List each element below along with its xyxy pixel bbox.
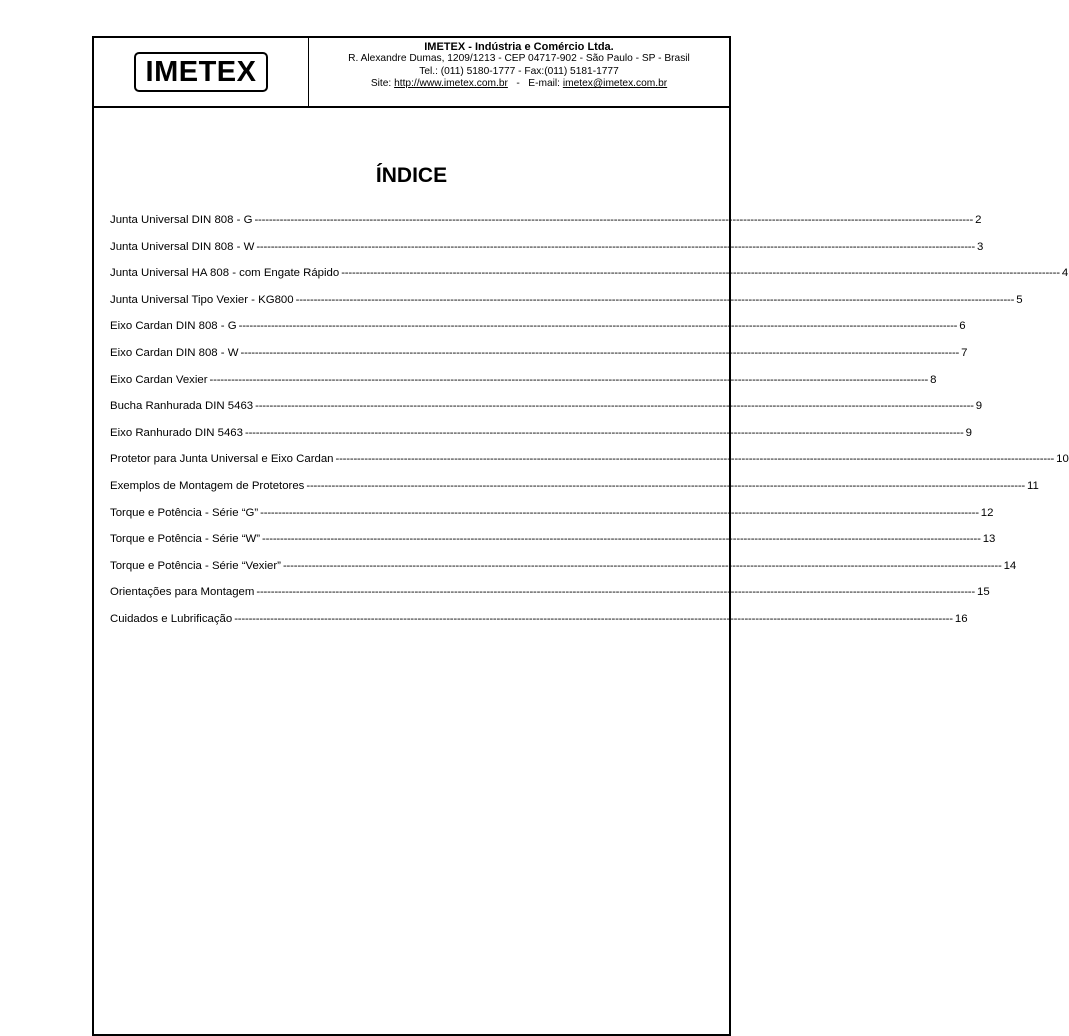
letterhead	[94, 38, 729, 108]
toc-item-page: 2	[975, 214, 982, 226]
toc-item[interactable]	[110, 506, 994, 534]
toc-item[interactable]	[110, 612, 968, 640]
toc-item-label: Junta Universal HA 808 - com Engate Rápido	[110, 267, 340, 280]
email-link[interactable]: imetex@imetex.com.br	[562, 78, 668, 90]
company-phone: Tel.: (011) 5180-1777 - Fax:(011) 5181-1777	[419, 65, 619, 77]
toc-leader: --------------------------------------------------------------------------------------------------------------------------------------------------------------------------------------------------------	[240, 346, 960, 359]
toc-item-page: 9	[965, 426, 972, 439]
toc-item-label: Junta Universal DIN 808 - W	[110, 240, 255, 253]
table-of-contents	[110, 214, 1069, 640]
toc-item[interactable]	[110, 586, 990, 613]
email-label: E-mail:	[528, 78, 560, 90]
toc-leader: --------------------------------------------------------------------------------------------------------------------------------------------------------------------------------------------------------	[209, 373, 929, 386]
toc-item-label: Cuidados e Lubrificação	[110, 612, 233, 625]
toc-leader: --------------------------------------------------------------------------------------------------------------------------------------------------------------------------------------------------------	[306, 479, 1026, 492]
logo-cell	[94, 38, 309, 106]
toc-item-page: 7	[961, 346, 968, 359]
toc-item-page: 9	[975, 400, 983, 413]
toc-item-page: 4	[1061, 267, 1069, 280]
toc-item[interactable]	[110, 426, 972, 454]
toc-item-label: Junta Universal Tipo Vexier - KG800	[110, 293, 294, 306]
toc-leader: --------------------------------------------------------------------------------------------------------------------------------------------------------------------------------------------------------	[282, 559, 1002, 572]
toc-item-label: Torque e Potência - Série “G”	[110, 506, 259, 519]
toc-item-page: 15	[977, 586, 990, 599]
toc-item-label: Orientações para Montagem	[110, 586, 255, 599]
toc-item-label: Eixo Cardan Vexier	[110, 373, 208, 386]
toc-item[interactable]	[110, 214, 982, 241]
toc-item-label: Torque e Potência - Série “W”	[110, 533, 261, 546]
toc-item-label: Torque e Potência - Série “Vexier”	[110, 559, 281, 572]
toc-leader: --------------------------------------------------------------------------------------------------------------------------------------------------------------------------------------------------------	[238, 320, 958, 333]
toc-leader: --------------------------------------------------------------------------------------------------------------------------------------------------------------------------------------------------------	[295, 293, 1015, 306]
site-link[interactable]: http://www.imetex.com.br	[394, 78, 508, 90]
company-logo: IMETEX	[134, 52, 269, 92]
toc-item-page: 16	[954, 612, 968, 625]
toc-item[interactable]	[110, 240, 984, 268]
toc-item[interactable]	[110, 346, 968, 374]
page-frame	[92, 36, 1069, 1036]
toc-item[interactable]	[110, 320, 966, 347]
toc-item-label: Eixo Ranhurado DIN 5463	[110, 426, 243, 439]
company-info	[309, 38, 729, 106]
toc-leader: --------------------------------------------------------------------------------------------------------------------------------------------------------------------------------------------------------	[254, 214, 974, 226]
toc-leader: --------------------------------------------------------------------------------------------------------------------------------------------------------------------------------------------------------	[262, 533, 981, 546]
toc-leader: --------------------------------------------------------------------------------------------------------------------------------------------------------------------------------------------------------	[256, 586, 975, 599]
toc-item-page: 5	[1016, 293, 1023, 306]
toc-item-page: 3	[976, 240, 984, 253]
toc-item[interactable]	[110, 559, 1017, 587]
toc-item-page: 14	[1003, 559, 1017, 572]
toc-item[interactable]	[110, 373, 937, 401]
toc-item-page: 13	[982, 533, 996, 546]
toc-item-label: Eixo Cardan DIN 808 - G	[110, 320, 237, 333]
toc-item[interactable]	[110, 293, 1023, 321]
toc-item-label: Exemplos de Montagem de Protetores	[110, 479, 305, 492]
toc-item[interactable]	[110, 533, 996, 560]
toc-leader: --------------------------------------------------------------------------------------------------------------------------------------------------------------------------------------------------------	[335, 453, 1055, 466]
toc-leader: --------------------------------------------------------------------------------------------------------------------------------------------------------------------------------------------------------	[260, 506, 979, 519]
site-label: Site:	[370, 78, 392, 90]
toc-item[interactable]	[110, 453, 1069, 480]
toc-item-page: 8	[930, 373, 937, 386]
toc-item-label: Protetor para Junta Universal e Eixo Cardan	[110, 453, 334, 466]
toc-leader: --------------------------------------------------------------------------------------------------------------------------------------------------------------------------------------------------------	[341, 267, 1060, 280]
toc-item-page: 10	[1056, 453, 1069, 466]
toc-leader: --------------------------------------------------------------------------------------------------------------------------------------------------------------------------------------------------------	[244, 426, 964, 439]
toc-item-label: Junta Universal DIN 808 - G	[110, 214, 253, 226]
company-address: R. Alexandre Dumas, 1209/1213 - CEP 04717-902 - São Paulo - SP - Brasil	[348, 53, 690, 65]
toc-item-label: Bucha Ranhurada DIN 5463	[110, 400, 254, 413]
toc-leader: --------------------------------------------------------------------------------------------------------------------------------------------------------------------------------------------------------	[255, 400, 974, 413]
toc-item-page: 11	[1027, 479, 1039, 492]
toc-item[interactable]	[110, 267, 1069, 294]
toc-item-page: 12	[980, 506, 994, 519]
toc-item-label: Eixo Cardan DIN 808 - W	[110, 346, 239, 359]
page-title: ÍNDICE	[375, 164, 448, 187]
company-contacts	[309, 78, 729, 90]
toc-leader: --------------------------------------------------------------------------------------------------------------------------------------------------------------------------------------------------------	[234, 612, 953, 625]
toc-item[interactable]	[110, 479, 1039, 507]
toc-item[interactable]	[110, 400, 983, 427]
contact-separator: -	[516, 78, 520, 90]
toc-item-page: 6	[959, 320, 966, 333]
company-name: IMETEX - Indústria e Comércio Ltda.	[424, 41, 614, 53]
toc-leader: --------------------------------------------------------------------------------------------------------------------------------------------------------------------------------------------------------	[256, 240, 975, 253]
